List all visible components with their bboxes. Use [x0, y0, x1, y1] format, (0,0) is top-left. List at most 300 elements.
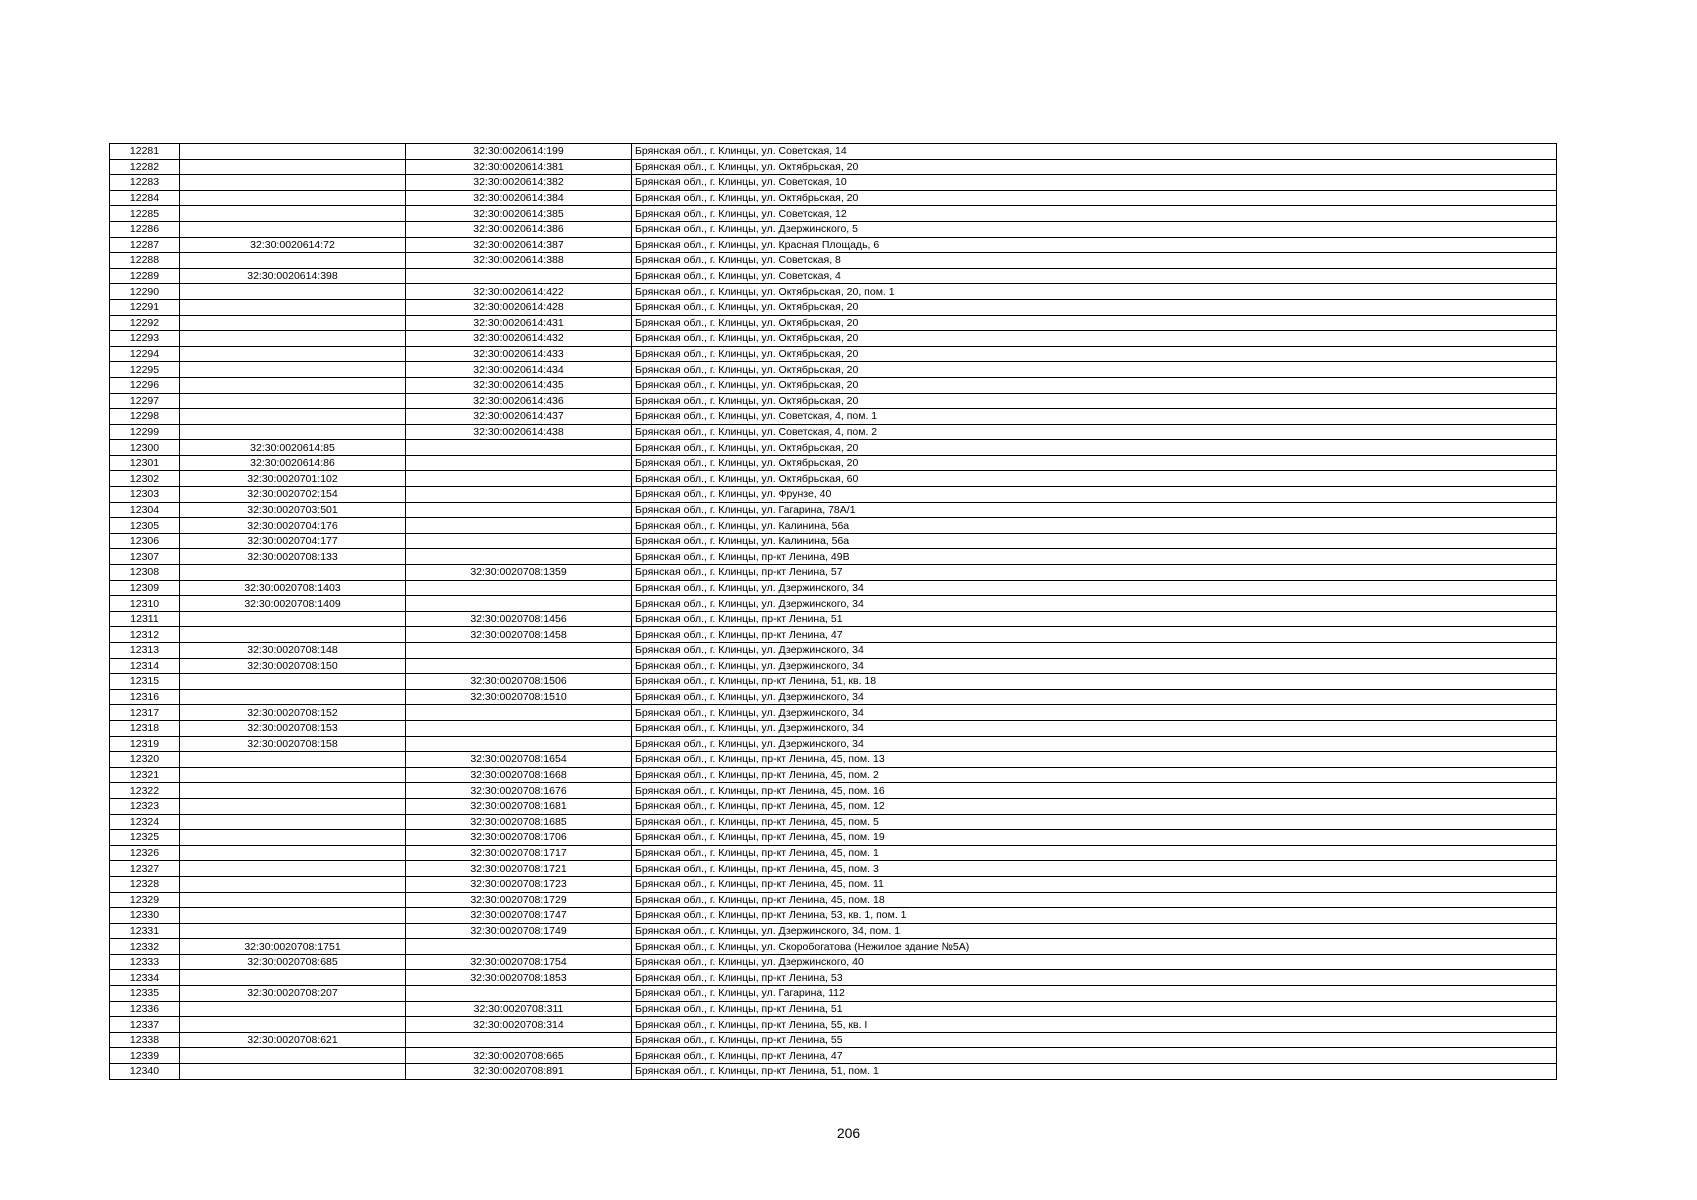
object-cadastral-number-cell: 32:30:0020708:1729	[406, 892, 632, 908]
address-cell: Брянская обл., г. Клинцы, ул. Октябрьская, 60	[632, 471, 1557, 487]
row-number-cell: 12331	[110, 923, 180, 939]
object-cadastral-number-cell: 32:30:0020614:438	[406, 424, 632, 440]
object-cadastral-number-cell: 32:30:0020708:1510	[406, 689, 632, 705]
row-number-cell: 12294	[110, 346, 180, 362]
row-number-cell: 12282	[110, 159, 180, 175]
address-cell: Брянская обл., г. Клинцы, ул. Дзержинского, 34	[632, 643, 1557, 659]
land-parcel-number-cell	[180, 346, 406, 362]
land-parcel-number-cell: 32:30:0020708:1403	[180, 580, 406, 596]
object-cadastral-number-cell: 32:30:0020708:1456	[406, 611, 632, 627]
address-cell: Брянская обл., г. Клинцы, пр-кт Ленина, 51	[632, 1001, 1557, 1017]
land-parcel-number-cell: 32:30:0020708:621	[180, 1032, 406, 1048]
table-row	[110, 299, 1557, 315]
row-number-cell: 12285	[110, 206, 180, 222]
land-parcel-number-cell	[180, 674, 406, 690]
address-cell: Брянская обл., г. Клинцы, пр-кт Ленина, 45, пом. 19	[632, 830, 1557, 846]
row-number-cell: 12326	[110, 845, 180, 861]
address-cell: Брянская обл., г. Клинцы, ул. Дзержинского, 34	[632, 580, 1557, 596]
address-cell: Брянская обл., г. Клинцы, ул. Октябрьская, 20	[632, 455, 1557, 471]
table-row	[110, 986, 1557, 1002]
row-number-cell: 12339	[110, 1048, 180, 1064]
page-number: 206	[836, 1125, 861, 1141]
table-row	[110, 190, 1557, 206]
land-parcel-number-cell	[180, 627, 406, 643]
object-cadastral-number-cell: 32:30:0020708:1754	[406, 954, 632, 970]
row-number-cell: 12338	[110, 1032, 180, 1048]
table-row	[110, 892, 1557, 908]
row-number-cell: 12332	[110, 939, 180, 955]
register-table	[109, 143, 1557, 1080]
object-cadastral-number-cell: 32:30:0020614:199	[406, 144, 632, 160]
object-cadastral-number-cell: 32:30:0020614:387	[406, 237, 632, 253]
address-cell: Брянская обл., г. Клинцы, пр-кт Ленина, 55	[632, 1032, 1557, 1048]
row-number-cell: 12335	[110, 986, 180, 1002]
table-row	[110, 1017, 1557, 1033]
address-cell: Брянская обл., г. Клинцы, пр-кт Ленина, 45, пом. 2	[632, 767, 1557, 783]
land-parcel-number-cell	[180, 845, 406, 861]
land-parcel-number-cell: 32:30:0020708:1751	[180, 939, 406, 955]
row-number-cell: 12297	[110, 393, 180, 409]
object-cadastral-number-cell: 32:30:0020708:1706	[406, 830, 632, 846]
row-number-cell: 12333	[110, 954, 180, 970]
address-cell: Брянская обл., г. Клинцы, пр-кт Ленина, 45, пом. 3	[632, 861, 1557, 877]
object-cadastral-number-cell	[406, 596, 632, 612]
object-cadastral-number-cell	[406, 455, 632, 471]
table-row	[110, 284, 1557, 300]
address-cell: Брянская обл., г. Клинцы, пр-кт Ленина, 53, кв. 1, пом. 1	[632, 908, 1557, 924]
address-cell: Брянская обл., г. Клинцы, ул. Дзержинского, 34, пом. 1	[632, 923, 1557, 939]
land-parcel-number-cell	[180, 798, 406, 814]
register-table-body	[110, 144, 1557, 1080]
address-cell: Брянская обл., г. Клинцы, пр-кт Ленина, 45, пом. 5	[632, 814, 1557, 830]
object-cadastral-number-cell: 32:30:0020614:384	[406, 190, 632, 206]
land-parcel-number-cell	[180, 315, 406, 331]
address-cell: Брянская обл., г. Клинцы, ул. Октябрьская, 20	[632, 299, 1557, 315]
object-cadastral-number-cell: 32:30:0020614:437	[406, 409, 632, 425]
object-cadastral-number-cell: 32:30:0020708:311	[406, 1001, 632, 1017]
table-row	[110, 674, 1557, 690]
table-row	[110, 175, 1557, 191]
row-number-cell: 12281	[110, 144, 180, 160]
table-row	[110, 767, 1557, 783]
address-cell: Брянская обл., г. Клинцы, пр-кт Ленина, 45, пом. 1	[632, 845, 1557, 861]
object-cadastral-number-cell	[406, 986, 632, 1002]
address-cell: Брянская обл., г. Клинцы, ул. Дзержинского, 34	[632, 689, 1557, 705]
address-cell: Брянская обл., г. Клинцы, ул. Дзержинского, 34	[632, 705, 1557, 721]
address-cell: Брянская обл., г. Клинцы, ул. Советская, 4	[632, 268, 1557, 284]
table-row	[110, 549, 1557, 565]
address-cell: Брянская обл., г. Клинцы, ул. Калинина, 56а	[632, 518, 1557, 534]
land-parcel-number-cell: 32:30:0020708:148	[180, 643, 406, 659]
table-row	[110, 705, 1557, 721]
address-cell: Брянская обл., г. Клинцы, ул. Скоробогатова (Нежилое здание №5А)	[632, 939, 1557, 955]
table-row	[110, 440, 1557, 456]
object-cadastral-number-cell: 32:30:0020614:382	[406, 175, 632, 191]
land-parcel-number-cell: 32:30:0020614:72	[180, 237, 406, 253]
row-number-cell: 12296	[110, 377, 180, 393]
land-parcel-number-cell: 32:30:0020708:158	[180, 736, 406, 752]
row-number-cell: 12304	[110, 502, 180, 518]
table-row	[110, 643, 1557, 659]
land-parcel-number-cell: 32:30:0020704:177	[180, 533, 406, 549]
table-row	[110, 580, 1557, 596]
table-row	[110, 783, 1557, 799]
land-parcel-number-cell	[180, 1048, 406, 1064]
land-parcel-number-cell	[180, 830, 406, 846]
table-row	[110, 939, 1557, 955]
row-number-cell: 12323	[110, 798, 180, 814]
row-number-cell: 12310	[110, 596, 180, 612]
address-cell: Брянская обл., г. Клинцы, ул. Дзержинского, 5	[632, 221, 1557, 237]
table-row	[110, 830, 1557, 846]
table-row	[110, 689, 1557, 705]
land-parcel-number-cell	[180, 1017, 406, 1033]
object-cadastral-number-cell: 32:30:0020708:1654	[406, 752, 632, 768]
address-cell: Брянская обл., г. Клинцы, пр-кт Ленина, 55, кв. I	[632, 1017, 1557, 1033]
address-cell: Брянская обл., г. Клинцы, пр-кт Ленина, 47	[632, 627, 1557, 643]
land-parcel-number-cell	[180, 1001, 406, 1017]
object-cadastral-number-cell: 32:30:0020708:1668	[406, 767, 632, 783]
row-number-cell: 12330	[110, 908, 180, 924]
address-cell: Брянская обл., г. Клинцы, пр-кт Ленина, 45, пом. 12	[632, 798, 1557, 814]
object-cadastral-number-cell	[406, 518, 632, 534]
row-number-cell: 12312	[110, 627, 180, 643]
address-cell: Брянская обл., г. Клинцы, ул. Октябрьская, 20	[632, 346, 1557, 362]
address-cell: Брянская обл., г. Клинцы, ул. Дзержинского, 34	[632, 736, 1557, 752]
land-parcel-number-cell	[180, 424, 406, 440]
table-row	[110, 923, 1557, 939]
land-parcel-number-cell	[180, 362, 406, 378]
address-cell: Брянская обл., г. Клинцы, ул. Калинина, 56а	[632, 533, 1557, 549]
land-parcel-number-cell	[180, 1064, 406, 1080]
object-cadastral-number-cell	[406, 487, 632, 503]
address-cell: Брянская обл., г. Клинцы, ул. Советская, 4, пом. 2	[632, 424, 1557, 440]
row-number-cell: 12318	[110, 720, 180, 736]
address-cell: Брянская обл., г. Клинцы, ул. Октябрьская, 20	[632, 362, 1557, 378]
row-number-cell: 12321	[110, 767, 180, 783]
table-row	[110, 736, 1557, 752]
row-number-cell: 12284	[110, 190, 180, 206]
row-number-cell: 12291	[110, 299, 180, 315]
land-parcel-number-cell: 32:30:0020708:1409	[180, 596, 406, 612]
table-row	[110, 814, 1557, 830]
object-cadastral-number-cell: 32:30:0020708:665	[406, 1048, 632, 1064]
row-number-cell: 12324	[110, 814, 180, 830]
object-cadastral-number-cell: 32:30:0020614:388	[406, 253, 632, 269]
address-cell: Брянская обл., г. Клинцы, пр-кт Ленина, 57	[632, 565, 1557, 581]
table-row	[110, 627, 1557, 643]
table-row	[110, 237, 1557, 253]
address-cell: Брянская обл., г. Клинцы, пр-кт Ленина, 45, пом. 18	[632, 892, 1557, 908]
address-cell: Брянская обл., г. Клинцы, ул. Октябрьская, 20, пом. 1	[632, 284, 1557, 300]
object-cadastral-number-cell	[406, 533, 632, 549]
object-cadastral-number-cell: 32:30:0020614:432	[406, 331, 632, 347]
address-cell: Брянская обл., г. Клинцы, ул. Дзержинского, 34	[632, 658, 1557, 674]
land-parcel-number-cell: 32:30:0020708:685	[180, 954, 406, 970]
address-cell: Брянская обл., г. Клинцы, ул. Фрунзе, 40	[632, 487, 1557, 503]
land-parcel-number-cell: 32:30:0020701:102	[180, 471, 406, 487]
row-number-cell: 12328	[110, 876, 180, 892]
address-cell: Брянская обл., г. Клинцы, ул. Октябрьская, 20	[632, 377, 1557, 393]
row-number-cell: 12320	[110, 752, 180, 768]
table-row	[110, 1048, 1557, 1064]
object-cadastral-number-cell: 32:30:0020708:1685	[406, 814, 632, 830]
table-row	[110, 908, 1557, 924]
object-cadastral-number-cell	[406, 939, 632, 955]
object-cadastral-number-cell	[406, 705, 632, 721]
table-row	[110, 518, 1557, 534]
table-row	[110, 596, 1557, 612]
table-row	[110, 409, 1557, 425]
address-cell: Брянская обл., г. Клинцы, пр-кт Ленина, 53	[632, 970, 1557, 986]
row-number-cell: 12295	[110, 362, 180, 378]
address-cell: Брянская обл., г. Клинцы, пр-кт Ленина, 51	[632, 611, 1557, 627]
row-number-cell: 12306	[110, 533, 180, 549]
land-parcel-number-cell	[180, 190, 406, 206]
table-row	[110, 845, 1557, 861]
land-parcel-number-cell: 32:30:0020703:501	[180, 502, 406, 518]
row-number-cell: 12325	[110, 830, 180, 846]
address-cell: Брянская обл., г. Клинцы, пр-кт Ленина, 51, кв. 18	[632, 674, 1557, 690]
object-cadastral-number-cell: 32:30:0020708:1506	[406, 674, 632, 690]
address-cell: Брянская обл., г. Клинцы, ул. Октябрьская, 20	[632, 315, 1557, 331]
land-parcel-number-cell	[180, 752, 406, 768]
address-cell: Брянская обл., г. Клинцы, ул. Гагарина, 78А/1	[632, 502, 1557, 518]
object-cadastral-number-cell: 32:30:0020614:433	[406, 346, 632, 362]
table-row	[110, 752, 1557, 768]
land-parcel-number-cell	[180, 377, 406, 393]
address-cell: Брянская обл., г. Клинцы, пр-кт Ленина, 45, пом. 11	[632, 876, 1557, 892]
row-number-cell: 12340	[110, 1064, 180, 1080]
table-row	[110, 954, 1557, 970]
table-row	[110, 658, 1557, 674]
object-cadastral-number-cell: 32:30:0020708:891	[406, 1064, 632, 1080]
object-cadastral-number-cell: 32:30:0020614:431	[406, 315, 632, 331]
land-parcel-number-cell	[180, 284, 406, 300]
land-parcel-number-cell	[180, 206, 406, 222]
row-number-cell: 12283	[110, 175, 180, 191]
object-cadastral-number-cell: 32:30:0020708:314	[406, 1017, 632, 1033]
land-parcel-number-cell	[180, 144, 406, 160]
land-parcel-number-cell	[180, 923, 406, 939]
object-cadastral-number-cell	[406, 268, 632, 284]
land-parcel-number-cell: 32:30:0020702:154	[180, 487, 406, 503]
land-parcel-number-cell: 32:30:0020708:133	[180, 549, 406, 565]
row-number-cell: 12298	[110, 409, 180, 425]
row-number-cell: 12289	[110, 268, 180, 284]
land-parcel-number-cell: 32:30:0020704:176	[180, 518, 406, 534]
address-cell: Брянская обл., г. Клинцы, пр-кт Ленина, 45, пом. 16	[632, 783, 1557, 799]
land-parcel-number-cell	[180, 861, 406, 877]
address-cell: Брянская обл., г. Клинцы, пр-кт Ленина, 47	[632, 1048, 1557, 1064]
land-parcel-number-cell: 32:30:0020614:86	[180, 455, 406, 471]
table-row	[110, 159, 1557, 175]
table-row	[110, 1064, 1557, 1080]
land-parcel-number-cell: 32:30:0020708:150	[180, 658, 406, 674]
address-cell: Брянская обл., г. Клинцы, ул. Советская, 14	[632, 144, 1557, 160]
object-cadastral-number-cell: 32:30:0020708:1458	[406, 627, 632, 643]
table-row	[110, 315, 1557, 331]
row-number-cell: 12308	[110, 565, 180, 581]
object-cadastral-number-cell: 32:30:0020614:381	[406, 159, 632, 175]
address-cell: Брянская обл., г. Клинцы, пр-кт Ленина, 49В	[632, 549, 1557, 565]
object-cadastral-number-cell	[406, 736, 632, 752]
land-parcel-number-cell	[180, 814, 406, 830]
land-parcel-number-cell	[180, 611, 406, 627]
land-parcel-number-cell: 32:30:0020708:152	[180, 705, 406, 721]
land-parcel-number-cell	[180, 908, 406, 924]
table-row	[110, 206, 1557, 222]
row-number-cell: 12327	[110, 861, 180, 877]
table-row	[110, 502, 1557, 518]
row-number-cell: 12322	[110, 783, 180, 799]
land-parcel-number-cell	[180, 299, 406, 315]
address-cell: Брянская обл., г. Клинцы, ул. Октябрьская, 20	[632, 331, 1557, 347]
address-cell: Брянская обл., г. Клинцы, пр-кт Ленина, 45, пом. 13	[632, 752, 1557, 768]
object-cadastral-number-cell: 32:30:0020708:1749	[406, 923, 632, 939]
land-parcel-number-cell	[180, 409, 406, 425]
object-cadastral-number-cell	[406, 658, 632, 674]
object-cadastral-number-cell: 32:30:0020614:435	[406, 377, 632, 393]
object-cadastral-number-cell: 32:30:0020614:436	[406, 393, 632, 409]
land-parcel-number-cell	[180, 331, 406, 347]
row-number-cell: 12293	[110, 331, 180, 347]
table-row	[110, 487, 1557, 503]
row-number-cell: 12299	[110, 424, 180, 440]
row-number-cell: 12317	[110, 705, 180, 721]
address-cell: Брянская обл., г. Клинцы, ул. Советская, 4, пом. 1	[632, 409, 1557, 425]
land-parcel-number-cell	[180, 565, 406, 581]
object-cadastral-number-cell	[406, 1032, 632, 1048]
table-row	[110, 455, 1557, 471]
row-number-cell: 12309	[110, 580, 180, 596]
object-cadastral-number-cell: 32:30:0020708:1723	[406, 876, 632, 892]
table-row	[110, 1001, 1557, 1017]
row-number-cell: 12301	[110, 455, 180, 471]
object-cadastral-number-cell: 32:30:0020708:1853	[406, 970, 632, 986]
address-cell: Брянская обл., г. Клинцы, ул. Красная Площадь, 6	[632, 237, 1557, 253]
row-number-cell: 12319	[110, 736, 180, 752]
row-number-cell: 12334	[110, 970, 180, 986]
row-number-cell: 12307	[110, 549, 180, 565]
row-number-cell: 12336	[110, 1001, 180, 1017]
table-row	[110, 268, 1557, 284]
row-number-cell: 12300	[110, 440, 180, 456]
land-parcel-number-cell	[180, 970, 406, 986]
object-cadastral-number-cell: 32:30:0020614:385	[406, 206, 632, 222]
land-parcel-number-cell: 32:30:0020708:207	[180, 986, 406, 1002]
address-cell: Брянская обл., г. Клинцы, ул. Гагарина, 112	[632, 986, 1557, 1002]
object-cadastral-number-cell: 32:30:0020708:1359	[406, 565, 632, 581]
land-parcel-number-cell	[180, 876, 406, 892]
table-row	[110, 253, 1557, 269]
row-number-cell: 12314	[110, 658, 180, 674]
row-number-cell: 12286	[110, 221, 180, 237]
object-cadastral-number-cell	[406, 643, 632, 659]
table-row	[110, 346, 1557, 362]
table-row	[110, 1032, 1557, 1048]
address-cell: Брянская обл., г. Клинцы, ул. Советская, 8	[632, 253, 1557, 269]
object-cadastral-number-cell: 32:30:0020614:386	[406, 221, 632, 237]
table-row	[110, 861, 1557, 877]
table-row	[110, 533, 1557, 549]
object-cadastral-number-cell: 32:30:0020614:428	[406, 299, 632, 315]
row-number-cell: 12288	[110, 253, 180, 269]
object-cadastral-number-cell: 32:30:0020708:1676	[406, 783, 632, 799]
address-cell: Брянская обл., г. Клинцы, ул. Октябрьская, 20	[632, 190, 1557, 206]
row-number-cell: 12329	[110, 892, 180, 908]
object-cadastral-number-cell: 32:30:0020614:422	[406, 284, 632, 300]
object-cadastral-number-cell: 32:30:0020614:434	[406, 362, 632, 378]
table-row	[110, 221, 1557, 237]
land-parcel-number-cell	[180, 393, 406, 409]
object-cadastral-number-cell	[406, 720, 632, 736]
land-parcel-number-cell	[180, 159, 406, 175]
land-parcel-number-cell: 32:30:0020614:85	[180, 440, 406, 456]
row-number-cell: 12292	[110, 315, 180, 331]
row-number-cell: 12287	[110, 237, 180, 253]
object-cadastral-number-cell: 32:30:0020708:1721	[406, 861, 632, 877]
address-cell: Брянская обл., г. Клинцы, ул. Октябрьская, 20	[632, 159, 1557, 175]
land-parcel-number-cell	[180, 783, 406, 799]
row-number-cell: 12316	[110, 689, 180, 705]
address-cell: Брянская обл., г. Клинцы, ул. Советская, 10	[632, 175, 1557, 191]
address-cell: Брянская обл., г. Клинцы, ул. Октябрьская, 20	[632, 440, 1557, 456]
land-parcel-number-cell	[180, 253, 406, 269]
table-row	[110, 331, 1557, 347]
object-cadastral-number-cell: 32:30:0020708:1681	[406, 798, 632, 814]
table-row	[110, 720, 1557, 736]
address-cell: Брянская обл., г. Клинцы, ул. Дзержинского, 40	[632, 954, 1557, 970]
row-number-cell: 12302	[110, 471, 180, 487]
land-parcel-number-cell: 32:30:0020708:153	[180, 720, 406, 736]
object-cadastral-number-cell	[406, 549, 632, 565]
row-number-cell: 12315	[110, 674, 180, 690]
land-parcel-number-cell	[180, 689, 406, 705]
land-parcel-number-cell	[180, 892, 406, 908]
row-number-cell: 12311	[110, 611, 180, 627]
land-parcel-number-cell	[180, 175, 406, 191]
row-number-cell: 12313	[110, 643, 180, 659]
row-number-cell: 12337	[110, 1017, 180, 1033]
address-cell: Брянская обл., г. Клинцы, ул. Октябрьская, 20	[632, 393, 1557, 409]
land-parcel-number-cell	[180, 767, 406, 783]
land-parcel-number-cell	[180, 221, 406, 237]
table-row	[110, 393, 1557, 409]
table-row	[110, 377, 1557, 393]
table-row	[110, 424, 1557, 440]
table-row	[110, 471, 1557, 487]
object-cadastral-number-cell: 32:30:0020708:1747	[406, 908, 632, 924]
address-cell: Брянская обл., г. Клинцы, ул. Советская, 12	[632, 206, 1557, 222]
table-row	[110, 565, 1557, 581]
object-cadastral-number-cell	[406, 471, 632, 487]
object-cadastral-number-cell	[406, 580, 632, 596]
object-cadastral-number-cell	[406, 502, 632, 518]
row-number-cell: 12303	[110, 487, 180, 503]
address-cell: Брянская обл., г. Клинцы, пр-кт Ленина, 51, пом. 1	[632, 1064, 1557, 1080]
land-parcel-number-cell: 32:30:0020614:398	[180, 268, 406, 284]
object-cadastral-number-cell: 32:30:0020708:1717	[406, 845, 632, 861]
address-cell: Брянская обл., г. Клинцы, ул. Дзержинского, 34	[632, 596, 1557, 612]
table-row	[110, 798, 1557, 814]
row-number-cell: 12305	[110, 518, 180, 534]
table-row	[110, 362, 1557, 378]
table-row	[110, 876, 1557, 892]
address-cell: Брянская обл., г. Клинцы, ул. Дзержинского, 34	[632, 720, 1557, 736]
table-row	[110, 611, 1557, 627]
table-row	[110, 144, 1557, 160]
